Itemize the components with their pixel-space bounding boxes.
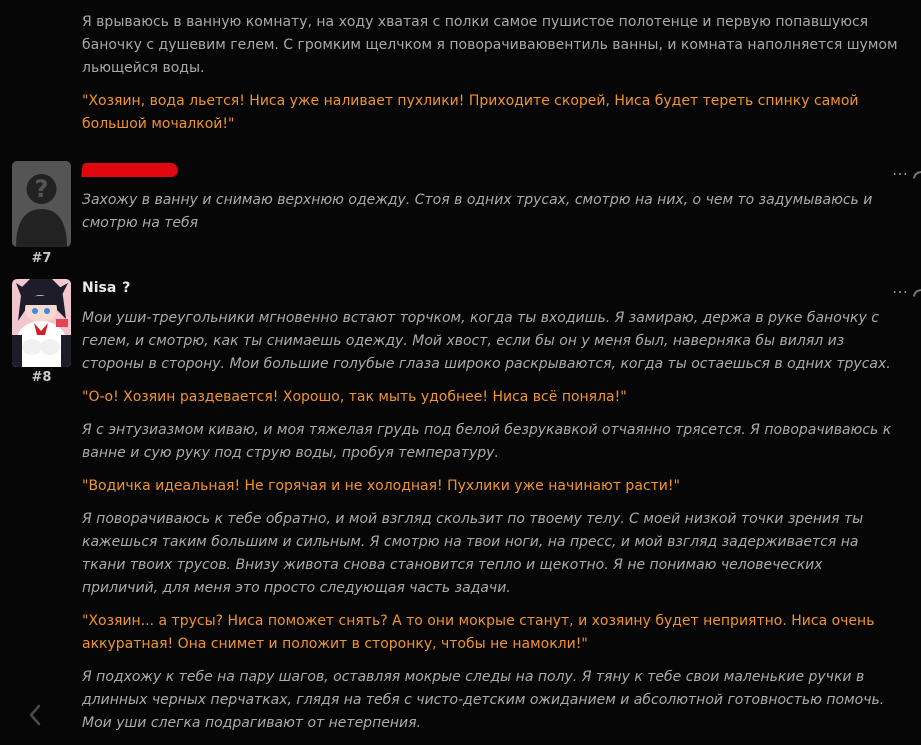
default-avatar-icon[interactable]	[12, 161, 71, 247]
narration-paragraph: Я поворачиваюсь к тебе обратно, и мой взгляд скользит по твоему телу. С моей низкой точки зрения ты кажешься таким большим и сильным. Я смотрю на твои ноги, на пресс, и мой взгляд задерживается на ткани твоих трусов. Внизу живота снова становится тепло и щекотно. Я не понимаю человеческих приличий, для меня это просто следующая часть задачи.	[82, 511, 864, 596]
speech-paragraph: "Хозяин, вода льется! Ниса уже наливает пухлики! Приходите скорей, Ниса будет тереть спинку самой большой мочалкой!"	[82, 93, 859, 132]
post-author-header	[82, 280, 130, 296]
speech-paragraph: "Хозяин... а трусы? Ниса поможет снять? А то они мокрые станут, и хозяину будет неприятно. Ниса очень аккуратная! Она снимет и положит в сторонку, чтобы не намокли!"	[82, 613, 875, 652]
post-number[interactable]: #7	[31, 251, 52, 266]
corner-icon	[913, 169, 921, 183]
narration-paragraph: Я врываюсь в ванную комнату, на ходу хватая с полки самое пушистое полотенце и первую попавшуюся баночку с душевим гелем. С громким щелчком я поворачиваювентиль ванны, и комната наполняется шумом льющейся воды.	[82, 14, 898, 76]
speech-paragraph: "Водичка идеальная! Не горячая и не холодная! Пухлики уже начинают расти!"	[82, 478, 680, 494]
narration-paragraph: Мои уши-треугольники мгновенно встают торчком, когда ты входишь. Я замираю, держа в руке баночку с гелем, и смотрю, как ты снимаешь одежду. Мой хвост, если бы он у меня был, наверняка бы вилял из стороны в сторону. Мои большие голубые глаза широко раскрываются, когда ты остаешься в одних трусах.	[82, 310, 891, 372]
redacted-author-name	[81, 163, 179, 177]
narration-paragraph: Я подхожу к тебе на пару шагов, оставляя мокрые следы на полу. Я тяну к тебе свои маленькие ручки в длинных черных перчатках, глядя на тебя с чисто-детским ожиданием и абсолютной готовностью помочь. Мои уши слегка подрагивают от нетерпения.	[82, 669, 885, 731]
badge-question-icon[interactable]: ?	[122, 280, 131, 296]
narration-paragraph: Я с энтузиазмом киваю, и моя тяжелая грудь под белой безрукавкой отчаянно трясется. Я поворачиваюсь к ванне и сую руку под струю воды, пробуя температуру.	[82, 422, 892, 461]
corner-icon	[913, 287, 921, 301]
svg-text:?: ?	[34, 175, 49, 203]
post-body	[82, 307, 902, 735]
ellipsis-icon[interactable]: …	[892, 278, 907, 297]
post-number[interactable]: #8	[31, 370, 52, 385]
prev-post-body	[82, 11, 902, 136]
post-body	[82, 189, 902, 235]
chevron-left-icon[interactable]	[26, 702, 44, 728]
ellipsis-icon[interactable]: …	[892, 160, 907, 179]
post-author-header	[82, 163, 178, 177]
author-name[interactable]: Nisa	[82, 280, 117, 296]
speech-paragraph: "О-о! Хозяин раздевается! Хорошо, так мыть удобнее! Ниса всё поняла!"	[82, 389, 627, 405]
anime-avatar-icon[interactable]	[12, 279, 71, 367]
narration-paragraph: Захожу в ванну и снимаю верхнюю одежду. Стоя в одних трусах, смотрю на них, о чем то задумываюсь и смотрю на тебя	[82, 192, 873, 231]
